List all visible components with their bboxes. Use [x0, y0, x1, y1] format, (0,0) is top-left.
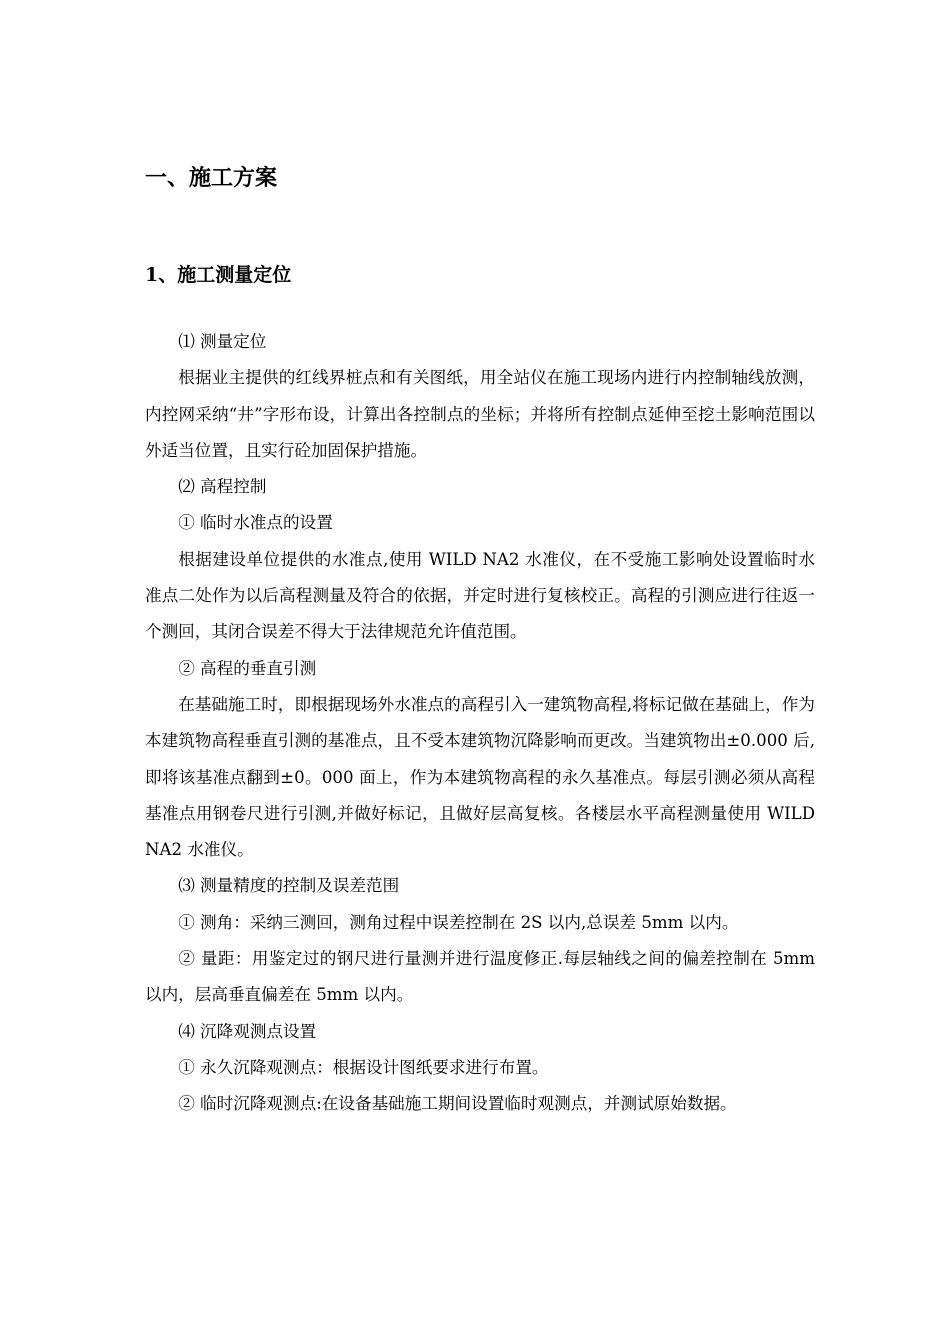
item-heading-settlement-points: ⑷ 沉降观测点设置 — [178, 1021, 317, 1041]
sub-item-vertical-transfer: ② 高程的垂直引测 — [178, 658, 317, 678]
sub-item-temporary-benchmark: ① 临时水准点的设置 — [178, 513, 333, 533]
item-heading-elevation-control: ⑵ 高程控制 — [178, 477, 267, 497]
item-heading-precision-control: ⑶ 测量精度的控制及误差范围 — [178, 876, 400, 896]
paragraph-permanent-settlement-point: ① 永久沉降观测点：根据设计图纸要求进行布置。 — [178, 1057, 549, 1077]
paragraph-temporary-settlement-point: ② 临时沉降观测点:在设备基础施工期间设置临时观测点，并测试原始数据。 — [178, 1094, 737, 1114]
document-body — [145, 324, 815, 1123]
paragraph-distance-measurement: ② 量距：用鉴定过的钢尺进行量测并进行温度修正.每层轴线之间的偏差控制在 5mm 以内，层高垂直偏差在 5mm 以内。 — [145, 949, 815, 1005]
subsection-heading: 1、施工测量定位 — [145, 264, 292, 286]
paragraph-survey-positioning: 根据业主提供的红线界桩点和有关图纸，用全站仪在施工现场内进行内控制轴线放测，内控网采纳“井”字形布设，计算出各控制点的坐标；并将所有控制点延伸至挖土影响范围以外适当位置，且实行砼加固保护措施。 — [145, 368, 815, 460]
paragraph-temporary-benchmark: 根据建设单位提供的水准点,使用 WILD NA2 水准仪，在不受施工影响处设置临时水准点二处作为以后高程测量及符合的依据，并定时进行复核校正。高程的引测应进行往返一个测回，其闭合误差不得大于法律规范允许值范围。 — [145, 549, 815, 642]
paragraph-angle-measurement: ① 测角：采纳三测回，测角过程中误差控制在 2S 以内,总误差 5mm 以内。 — [178, 912, 739, 932]
item-heading-survey-positioning: ⑴ 测量定位 — [178, 332, 267, 351]
paragraph-vertical-transfer: 在基础施工时，即根据现场外水准点的高程引入一建筑物高程,将标记做在基础上，作为本建筑物高程垂直引测的基准点，且不受本建筑物沉降影响而更改。当建筑物出±0.000 后,即将该基准点翻到±0。000 面上，作为本建筑物高程的永久基准点。每层引测必须从高程基准点用钢卷尺进行引测,并做好标记，且做好层高复核。各楼层水平高程测量使用 WILD NA2 水准仪。 — [145, 694, 815, 860]
section-heading: 一、施工方案 — [145, 165, 278, 191]
